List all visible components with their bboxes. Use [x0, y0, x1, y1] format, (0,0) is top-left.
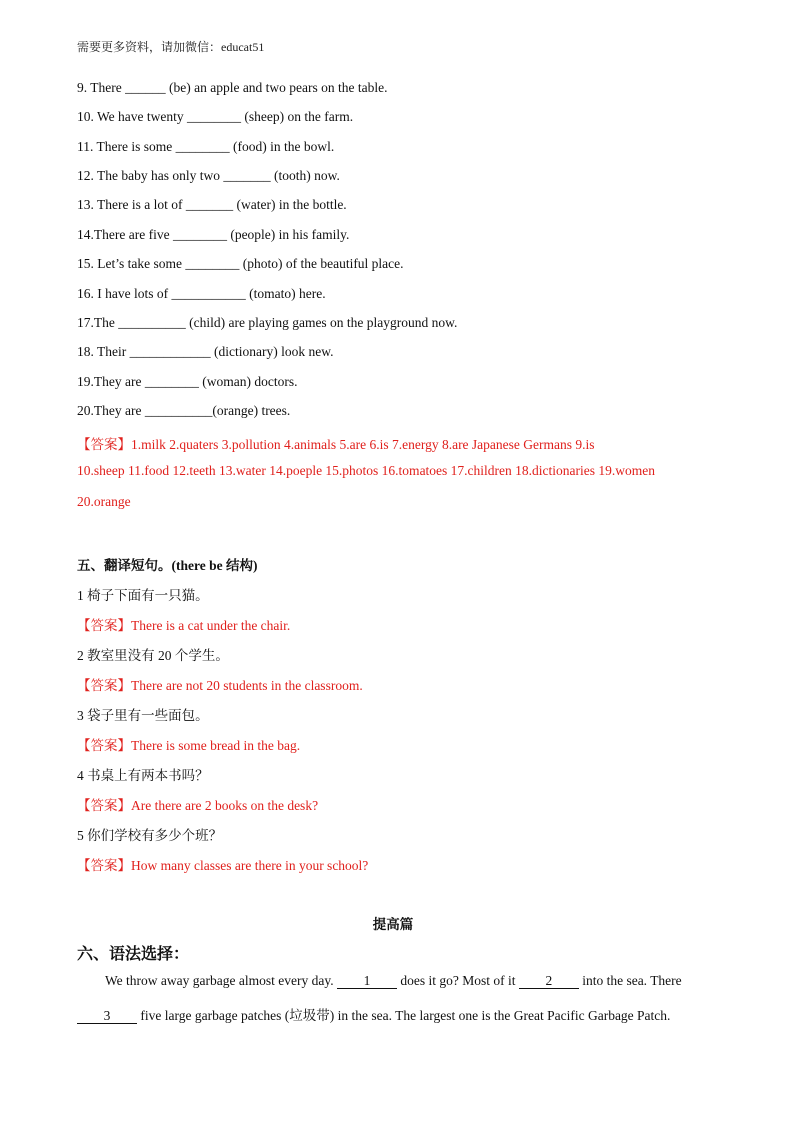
- translate-question-1: 1 椅子下面有一只猫。: [77, 588, 209, 603]
- translate-answer-5: 【答案】How many classes are there in your school?: [77, 858, 369, 873]
- translate-answer-3: 【答案】There is some bread in the bag.: [77, 738, 301, 753]
- blank-2[interactable]: 2: [519, 974, 579, 989]
- section-5-title: 五、翻译短句。(there be 结构): [77, 558, 258, 573]
- exercise-19: 19.They are ________ (woman) doctors.: [77, 374, 298, 389]
- translate-answer-1: 【答案】There is a cat under the chair.: [77, 618, 291, 633]
- exercise-18: 18. Their ____________ (dictionary) look new.: [77, 344, 334, 359]
- passage-line-2: [77, 1004, 670, 1024]
- answer-line-1: 【答案】1.milk 2.quaters 3.pollution 4.animals 5.are 6.is 7.energy 8.are Japanese Germans 9.is: [77, 437, 595, 452]
- exercise-12: 12. The baby has only two _______ (tooth) now.: [77, 168, 340, 183]
- translate-question-2: 2 教室里没有 20 个学生。: [77, 648, 229, 663]
- exercise-16: 16. I have lots of ___________ (tomato) here.: [77, 286, 326, 301]
- passage-text-b: does it go? Most of it: [400, 973, 516, 988]
- exercise-17: 17.The __________ (child) are playing games on the playground now.: [77, 315, 458, 330]
- answer-line-3: 20.orange: [77, 494, 131, 509]
- blank-1[interactable]: 1: [337, 974, 397, 989]
- passage-text-c: into the sea. There: [582, 973, 682, 988]
- exercise-13: 13. There is a lot of _______ (water) in the bottle.: [77, 197, 347, 212]
- passage-text-d: five large garbage patches (垃圾带) in the sea. The largest one is the Great Pacific Garbage Patch.: [140, 1008, 671, 1023]
- translate-question-3: 3 袋子里有一些面包。: [77, 708, 209, 723]
- exercise-10: 10. We have twenty ________ (sheep) on the farm.: [77, 109, 354, 124]
- section-6-title: 六、语法选择：: [77, 946, 190, 963]
- translate-answer-2: 【答案】There are not 20 students in the classroom.: [77, 678, 363, 693]
- passage-line-1: [105, 973, 682, 989]
- page-header: 需要更多资料，请加微信：educat51: [77, 40, 265, 54]
- answer-line-2: 10.sheep 11.food 12.teeth 13.water 14.poeple 15.photos 16.tomatoes 17.children 18.dictionaries 19.women: [77, 463, 656, 478]
- translate-question-4: 4 书桌上有两本书吗？: [77, 768, 209, 783]
- advanced-heading: 提高篇: [372, 917, 414, 932]
- exercise-20: 20.They are __________(orange) trees.: [77, 403, 291, 418]
- blank-3[interactable]: 3: [77, 1009, 137, 1024]
- translate-question-5: 5 你们学校有多少个班？: [77, 828, 223, 843]
- passage-text-a: We throw away garbage almost every day.: [105, 973, 334, 988]
- exercise-14: 14.There are five ________ (people) in his family.: [77, 227, 350, 242]
- translate-answer-4: 【答案】Are there are 2 books on the desk?: [77, 798, 319, 813]
- exercise-9: 9. There ______ (be) an apple and two pears on the table.: [77, 80, 388, 95]
- exercise-15: 15. Let’s take some ________ (photo) of the beautiful place.: [77, 256, 404, 271]
- exercise-11: 11. There is some ________ (food) in the bowl.: [77, 139, 335, 154]
